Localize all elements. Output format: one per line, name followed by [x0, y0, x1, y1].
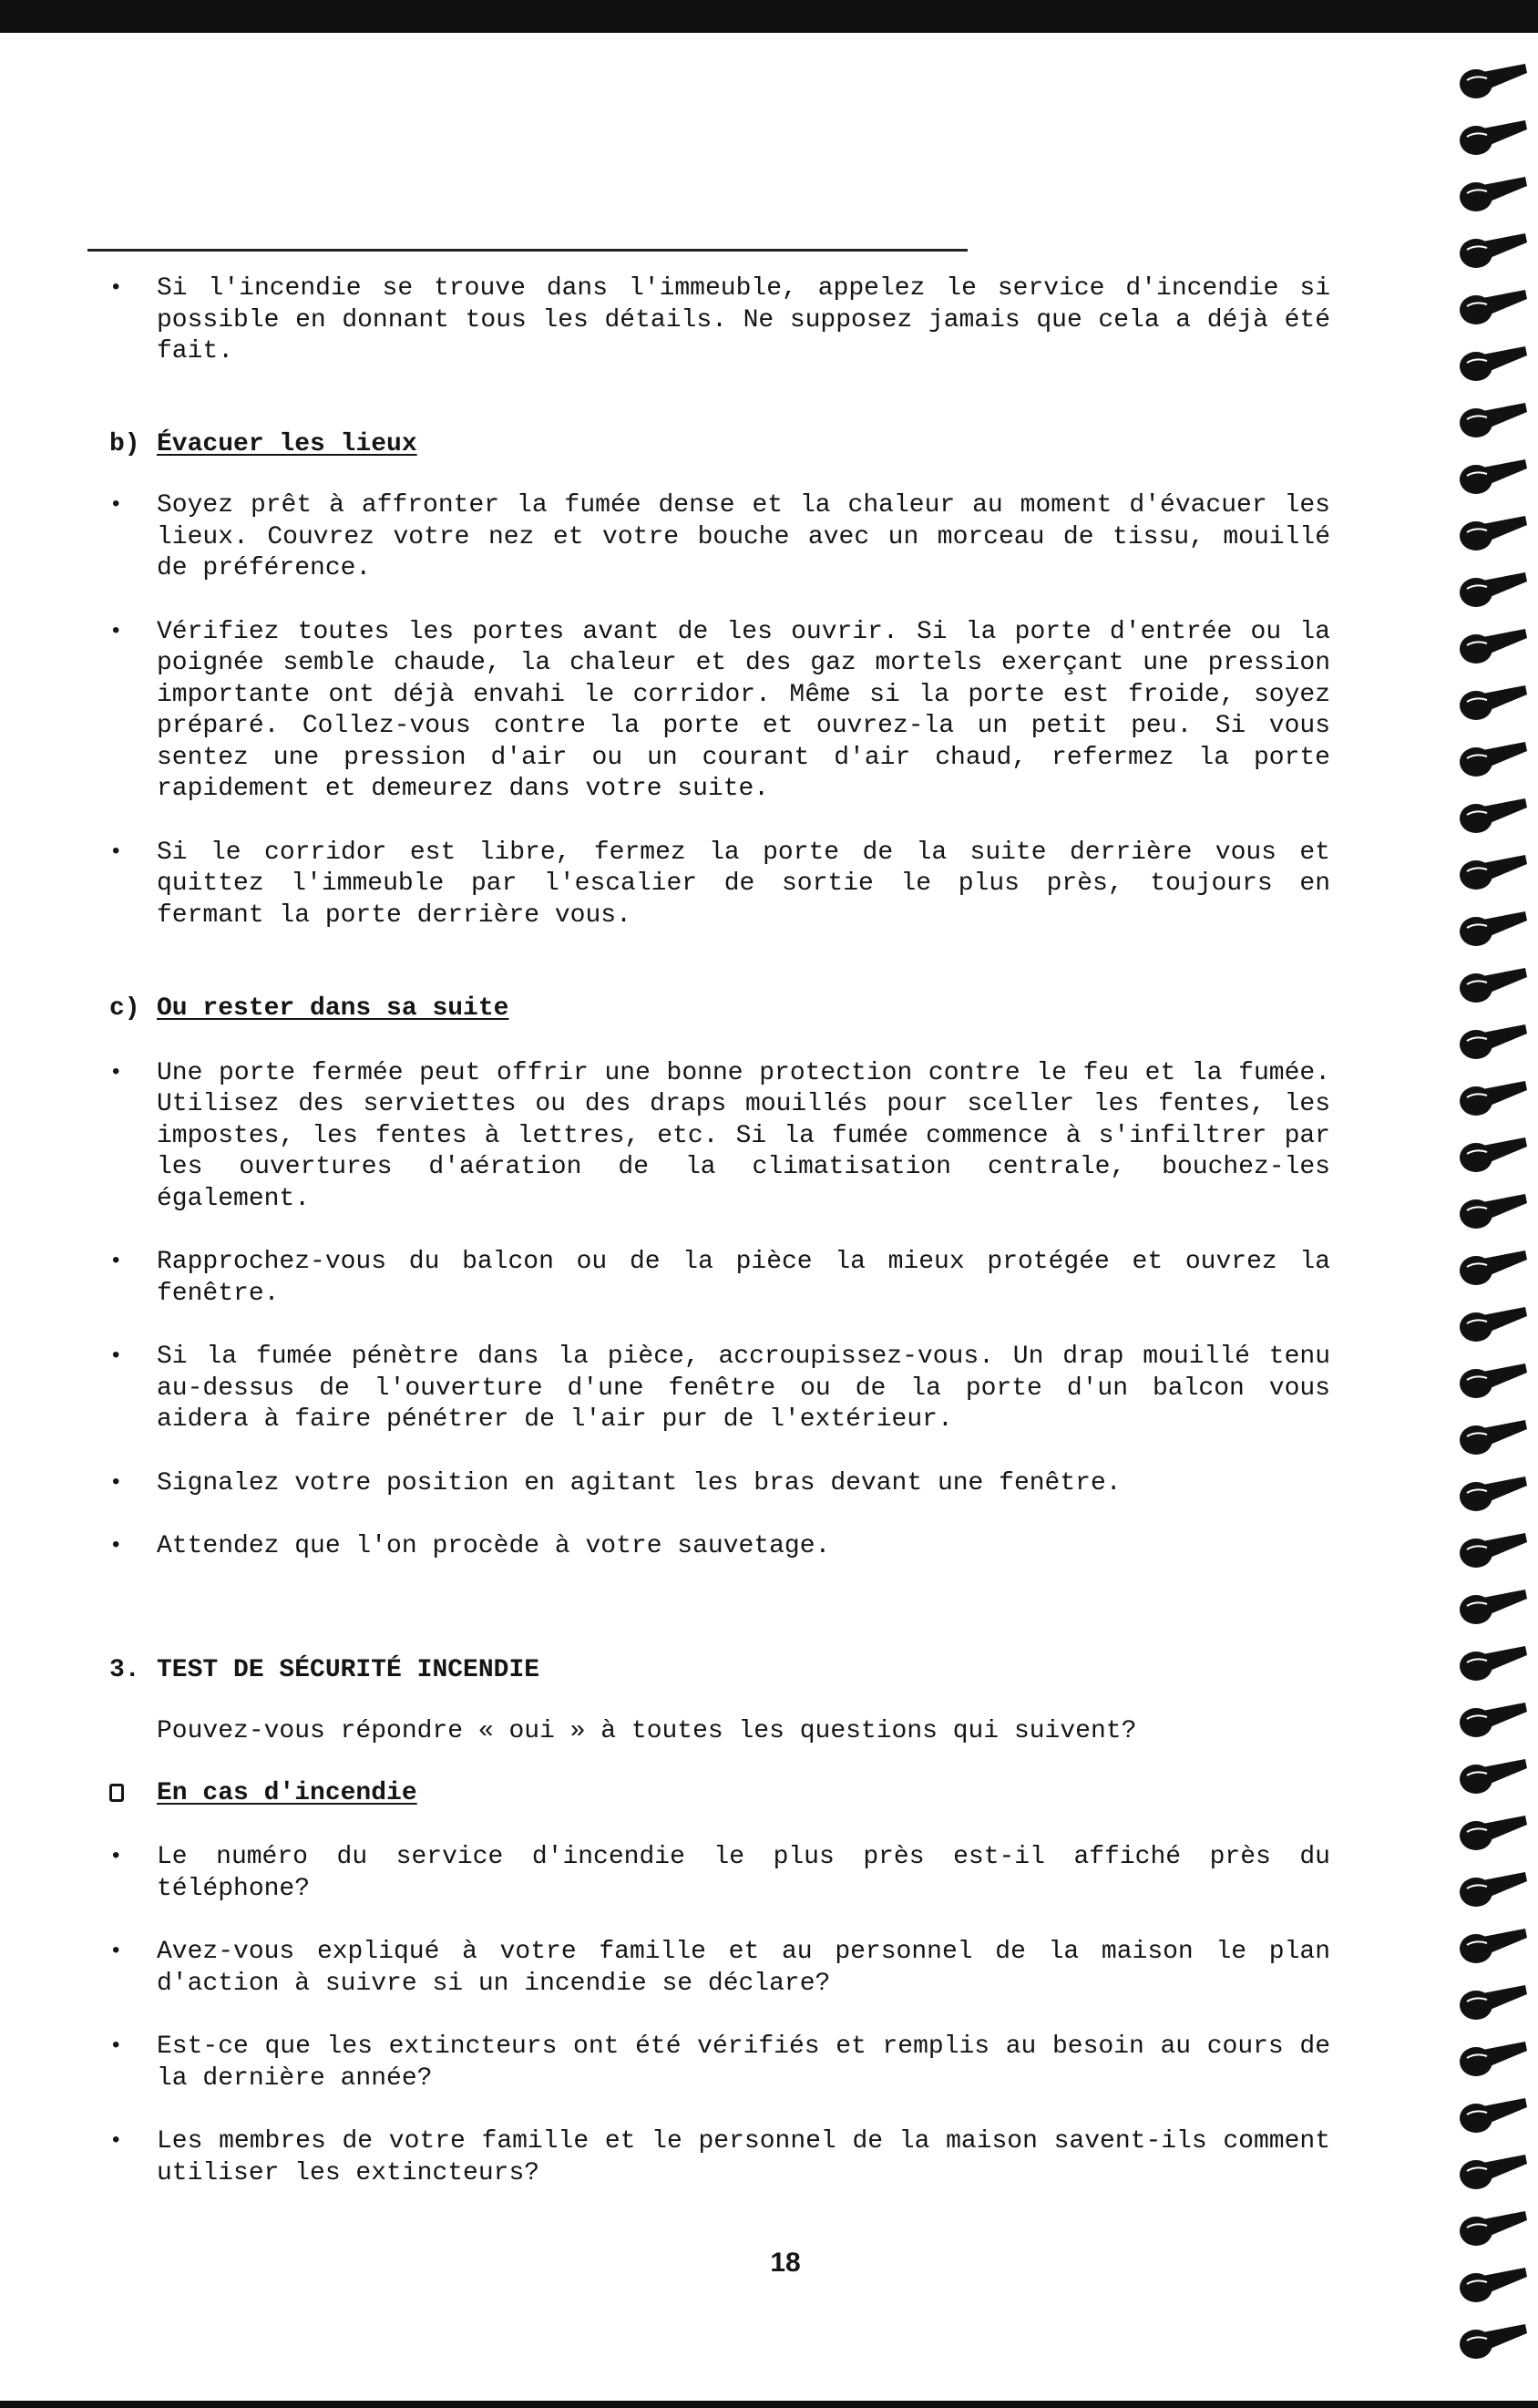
- list-item: [109, 2126, 1330, 2189]
- checkbox-icon: [109, 1784, 124, 1802]
- bullet-icon: •: [109, 2034, 123, 2059]
- bullet-text: Si l'incendie se trouve dans l'immeuble, appelez le service d'incendie si possible en donnant tous les détails. Ne supposez jamais que cela a déjà été fait.: [157, 274, 1330, 365]
- binding-loop: [1460, 629, 1527, 664]
- binding-loop: [1460, 1364, 1527, 1398]
- section-heading-c: [109, 993, 1330, 1025]
- subsection-heading: [109, 1778, 1330, 1810]
- bullet-icon: •: [109, 1940, 123, 1964]
- binding-loop: [1460, 177, 1527, 211]
- binding-loop: [1460, 1137, 1527, 1172]
- section-intro: Pouvez-vous répondre « oui » à toutes les questions qui suivent?: [157, 1717, 1137, 1745]
- bullet-text: Attendez que l'on procède à votre sauvetage.: [157, 1532, 831, 1560]
- section-marker: b): [109, 429, 140, 458]
- page-number: 18: [770, 2248, 801, 2278]
- binding-loop: [1460, 290, 1527, 324]
- binding-loop: [1460, 346, 1527, 381]
- binding-loop: [1460, 233, 1527, 268]
- binding-loop: [1460, 1703, 1527, 1737]
- binding-loop: [1460, 120, 1527, 155]
- list-item: [109, 1842, 1330, 1905]
- binding-loop: [1460, 403, 1527, 437]
- binding-loop: [1460, 2042, 1527, 2076]
- list-item: [109, 273, 1330, 368]
- bullet-icon: •: [109, 619, 123, 644]
- bullet-text: Signalez votre position en agitant les bras devant une fenêtre.: [157, 1468, 1122, 1497]
- section-title: Évacuer les lieux: [157, 429, 417, 458]
- header-rule: [87, 249, 968, 252]
- section-title: Ou rester dans sa suite: [157, 994, 509, 1023]
- scan-bottom-edge: [0, 2401, 1538, 2408]
- bullet-text: Est-ce que les extincteurs ont été vérifiés et remplis au besoin au cours de la dernière année?: [157, 2032, 1330, 2093]
- bullet-text: Avez-vous expliqué à votre famille et au personnel de la maison le plan d'action à suivre si un incendie se déclare?: [157, 1938, 1330, 1998]
- binding-loop: [1460, 2324, 1527, 2359]
- binding-loop: [1460, 2098, 1527, 2133]
- binding-loop: [1460, 855, 1527, 890]
- binding-loop: [1460, 572, 1527, 607]
- binding-loop: [1460, 742, 1527, 777]
- binding-loop: [1460, 968, 1527, 1003]
- list-item: [109, 490, 1330, 585]
- binding-loop: [1460, 1985, 1527, 2020]
- bullet-icon: •: [109, 2129, 123, 2154]
- bullet-text: Rapprochez-vous du balcon ou de la pièce la mieux protégée et ouvrez la fenêtre.: [157, 1248, 1330, 1308]
- binding-loop: [1460, 798, 1527, 833]
- binding-loop: [1460, 1024, 1527, 1059]
- bullet-icon: •: [109, 1845, 123, 1869]
- bullet-text: Si la fumée pénètre dans la pièce, accroupissez-vous. Un drap mouillé tenu au-dessus de l'ouverture d'une fenêtre ou de la porte d'un balcon vous aidera à faire pénétrer de l'air pur de l'extérieur.: [157, 1343, 1330, 1434]
- bullet-text: Les membres de votre famille et le personnel de la maison savent-ils comment utiliser les extincteurs?: [157, 2127, 1330, 2187]
- bullet-icon: •: [109, 839, 123, 865]
- bullet-text: Une porte fermée peut offrir une bonne protection contre le feu et la fumée. Utilisez des serviettes ou des draps mouillés pour sceller les fentes, les impostes, les fentes à lettres, etc. Si la fumée commence à s'infiltrer par les ouvertures d'aération de la climatisation centrale, bouchez-les également.: [157, 1058, 1330, 1213]
- binding-loop: [1460, 1816, 1527, 1850]
- binding-loop: [1460, 2268, 1527, 2302]
- bullet-icon: •: [109, 1470, 123, 1496]
- binding-loop: [1460, 1420, 1527, 1455]
- list-item: [109, 1247, 1330, 1310]
- document-body: [109, 273, 1330, 2189]
- list-item: [109, 1058, 1330, 1216]
- section-heading-3: [109, 1655, 1330, 1687]
- section-heading-b: [109, 429, 1330, 461]
- binding-loop: [1460, 1590, 1527, 1624]
- section-marker: 3.: [109, 1655, 140, 1684]
- bullet-text: Le numéro du service d'incendie le plus près est-il affiché près du téléphone?: [157, 1843, 1330, 1903]
- bullet-text: Vérifiez toutes les portes avant de les ouvrir. Si la porte d'entrée ou la poignée semble chaude, la chaleur et des gaz mortels exerçant une pression importante ont déjà envahi le corridor. Même si la porte est froide, soyez préparé. Collez-vous contre la porte et ouvrez-la un petit peu. Si vous sentez une pression d'air ou un courant d'air chaud, refermez la porte rapidement et demeurez dans votre suite.: [157, 617, 1330, 803]
- bullet-icon: •: [109, 1250, 123, 1274]
- binding-loop: [1460, 911, 1527, 946]
- bullet-icon: •: [109, 1060, 123, 1086]
- bullet-icon: •: [109, 1344, 123, 1369]
- subsection-title: En cas d'incendie: [157, 1778, 417, 1807]
- section-marker: c): [109, 994, 140, 1023]
- binding-loop: [1460, 1759, 1527, 1794]
- bullet-text: Soyez prêt à affronter la fumée dense et la chaleur au moment d'évacuer les lieux. Couvrez votre nez et votre bouche avec un morceau de tissu, mouillé de préférence.: [157, 491, 1330, 582]
- scan-top-edge: [0, 0, 1538, 33]
- binding-loop: [1460, 459, 1527, 494]
- binding-loop: [1460, 1533, 1527, 1568]
- binding-loop: [1460, 1194, 1527, 1229]
- binding-loop: [1460, 516, 1527, 551]
- binding-loop: [1460, 2211, 1527, 2246]
- binding-loop: [1460, 1250, 1527, 1285]
- binding-loop: [1460, 64, 1527, 98]
- binding-loop: [1460, 1081, 1527, 1116]
- binding-loop: [1460, 2155, 1527, 2189]
- binding-loop: [1460, 1307, 1527, 1342]
- binding-loop: [1460, 1477, 1527, 1511]
- list-item: [109, 1531, 1330, 1563]
- list-item: [109, 1937, 1330, 2000]
- list-item: [109, 1468, 1330, 1500]
- list-item: [109, 1342, 1330, 1436]
- list-item: [109, 2032, 1330, 2094]
- bullet-icon: •: [109, 1534, 123, 1559]
- binding-loop: [1460, 1929, 1527, 1963]
- binding-loop: [1460, 685, 1527, 720]
- list-item: [109, 838, 1330, 932]
- binding-loop: [1460, 1646, 1527, 1681]
- bullet-text: Si le corridor est libre, fermez la porte de la suite derrière vous et quittez l'immeuble par l'escalier de sortie le plus près, toujours en fermant la porte derrière vous.: [157, 838, 1330, 930]
- spiral-binding: [1456, 55, 1538, 2388]
- bullet-icon: •: [109, 493, 123, 518]
- section-title: TEST DE SÉCURITÉ INCENDIE: [157, 1655, 540, 1684]
- list-item: [109, 617, 1330, 806]
- binding-loop: [1460, 1872, 1527, 1907]
- bullet-icon: •: [109, 276, 123, 301]
